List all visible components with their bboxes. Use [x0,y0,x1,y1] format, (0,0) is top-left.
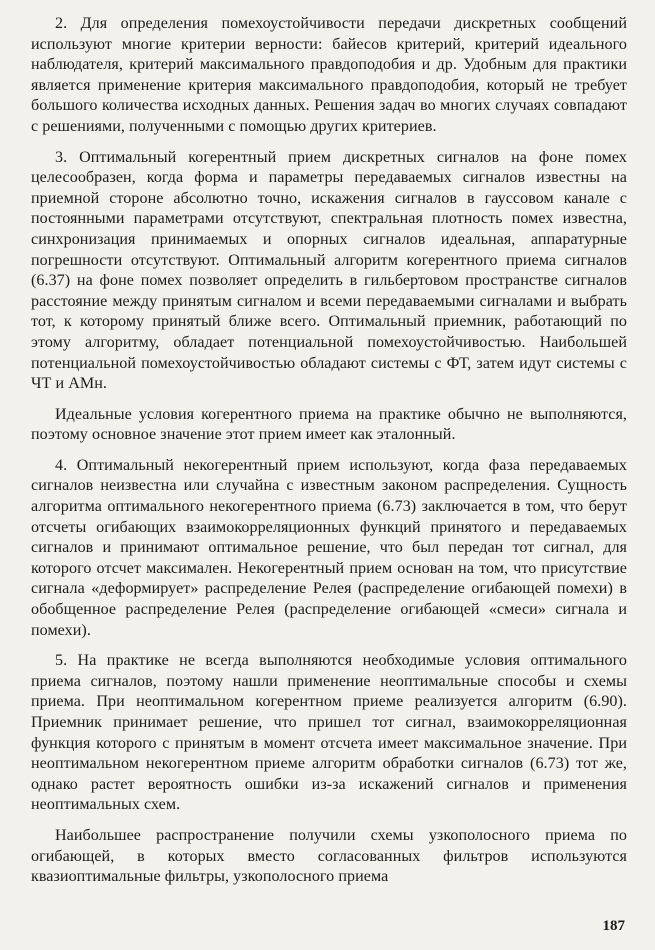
paragraph-coherent-reception: 3. Оптимальный когерентный прием дискретных сигналов на фоне помех целесообразен, когда форма и параметры передаваемых сигналов известны на приемной стороне абсолютно точно, искажения сигналов в гауссовом канале с постоянными параметрами отсутствуют, спектральная плотность помех известна, синхронизация принимаемых и опорных сигналов идеальная, аппаратурные погрешности отсутствуют. Оптимальный алгоритм когерентного приема сигналов (6.37) на фоне помех позволяет определить в гильбертовом пространстве сигналов расстояние между принятым сигналом и всеми передаваемыми сигналами и выбрать тот, к которому принятый ближе всего. Оптимальный приемник, работающий по этому алгоритму, обладает потенциальной помехоустойчивостью. Наибольшей потенциальной помехоустойчивостью обладают системы с ФТ, затем идут системы с ЧТ и АМн. [31,148,627,393]
paragraph-nonoptimal-reception: 5. На практике не всегда выполняются необходимые условия оптимального приема сигналов, поэтому нашли применение неоптимальные способы и схемы приема. При неоптимальном когерентном приеме реализуется алгоритм (6.90). Приемник принимает решение, что пришел тот сигнал, взаимокорреляционная функция которого с принятым в момент отсчета имеет максимальное значение. При неоптимальном некогерентном приеме алгоритм обработки сигналов (6.73) тот же, однако растет вероятность ошибки из-за искажений сигналов и применения неоптимальных схем. [31,652,627,814]
paragraph-ideal-conditions: Идеальные условия когерентного приема на практике обычно не выполняются, поэтому основное значение этот прием имеет как эталонный. [31,405,627,444]
document-body [31,14,627,896]
paragraph-noncoherent-reception: 4. Оптимальный некогерентный прием используют, когда фаза передаваемых сигналов неизвестна или случайна с известным законом распределения. Сущность алгоритма оптимального некогерентного приема (6.73) заключается в том, что берут отсчеты огибающих взаимокорреляционных функций принятого и передаваемых сигналов и принимают оптимальное решение, что был передан тот сигнал, для которого отсчет максимален. Некогерентный прием основан на том, что присутствие сигнала «деформирует» распределение Релея (распределение огибающей помехи) в обобщенное распределение Релея (распределение огибающей «смеси» сигнала и помехи). [31,456,627,639]
paragraph-criteria: 2. Для определения помехоустойчивости передачи дискретных сообщений используют многие критерии верности: байесов критерий, критерий идеального наблюдателя, критерий максимального правдоподобия и др. Удобным для практики является применение критерия максимального правдоподобия, который не требует большого количества исходных данных. Решения задач во многих случаях совпадают с решениями, полученными с помощью других критериев. [31,15,627,135]
paragraph-envelope-reception: Наибольшее распространение получили схемы узкополосного приема по огибающей, в которых вместо согласованных фильтров используются квазиоптимальные фильтры, узкополосного приема [31,826,627,886]
page-number: 187 [602,918,625,934]
